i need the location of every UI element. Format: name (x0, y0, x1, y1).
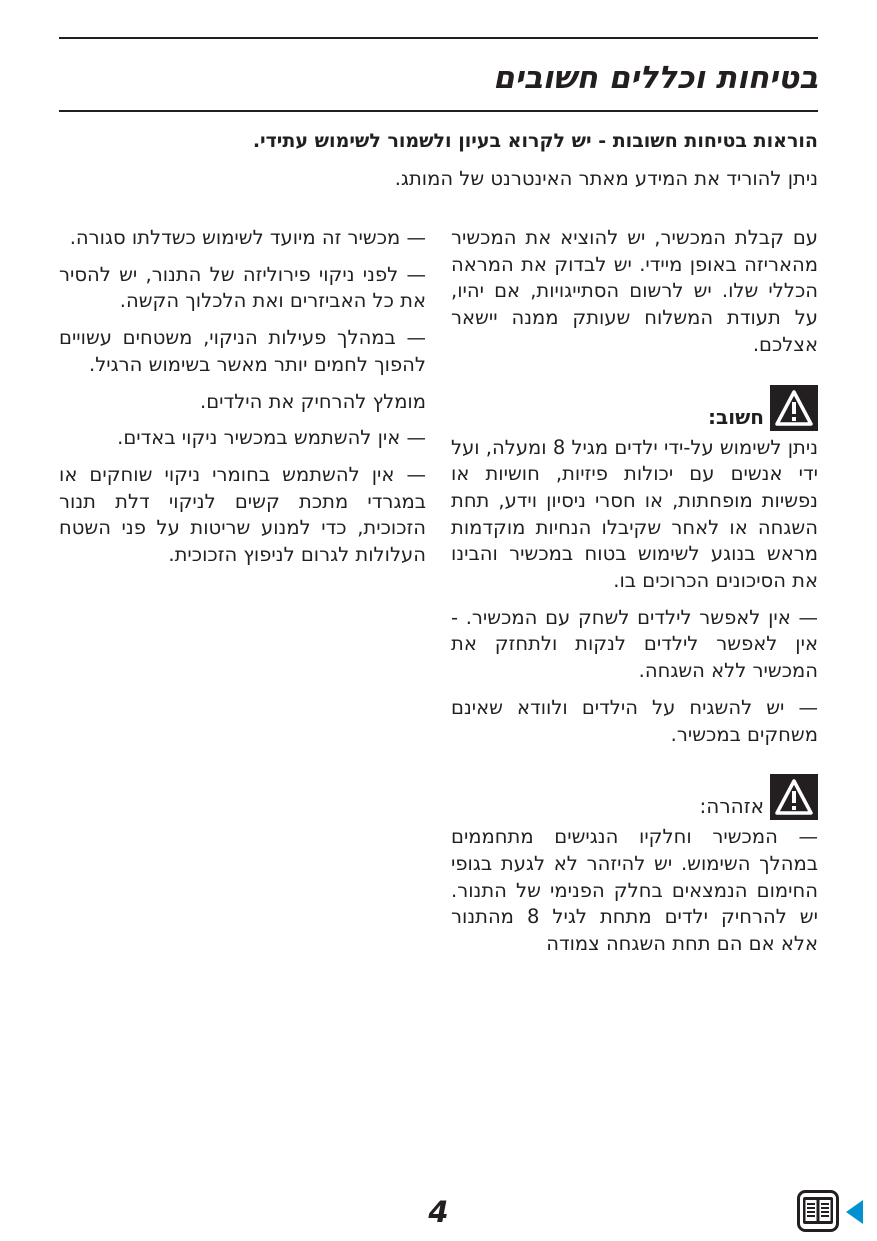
left-column (59, 225, 426, 579)
page-title: בטיחות וכללים חשובים (493, 60, 818, 96)
warning-triangle-icon (770, 385, 818, 431)
list-item: מומלץ להרחיק את הילדים. (200, 389, 426, 413)
important-paragraph: ניתן לשימוש על-ידי ילדים מגיל 8 ומעלה, ועל ידי אנשים עם יכולות פיזיות, חושיות או נפשיות מופחתות, או חסרי ניסיון וידע, תחת השגחה או לאחר שקיבלו הנחיות מוקדמות מראש בנוגע לשימוש בטוח במכשיר והבינו את הסיכונים הכרוכים בו. (451, 435, 818, 593)
supervise-paragraph: — יש להשגיח על הילדים ולוודא שאינם משחקים במכשיר. (451, 695, 818, 746)
list-item: — במהלך פעילות הניקוי, משטחים עשויים להפוך לחמים יותר מאשר בשימוש הרגיל. (59, 326, 426, 376)
page-number: 4 (428, 1195, 449, 1229)
title-rule (59, 110, 818, 112)
warning-heading (451, 774, 818, 820)
children-paragraph: — אין לאפשר לילדים לשחק עם המכשיר. - אין לאפשר לילדים לנקות ולתחזק את המכשיר ללא השגחה. (451, 605, 818, 683)
important-label: חשוב: (708, 404, 764, 429)
list-item: — לפני ניקוי פירוליזה של התנור, יש להסיר את כל האביזרים ואת הלכלוך הקשה. (59, 262, 426, 313)
receipt-paragraph: עם קבלת המכשיר, יש להוציא את המכשיר מהאריזה באופן מיידי. יש לבדוק את המראה הכללי שלו. יש לרשום הסתייגויות, אם יהיו, על תעודת המשלוח שעותק ממנה יישאר אצלכם. (451, 226, 818, 356)
intro-download-note: ניתן להוריד את המידע מאתר האינטרנט של המותג. (394, 167, 818, 190)
top-rule (59, 37, 818, 39)
warning-label: אזהרה: (699, 794, 764, 819)
warning-triangle-icon (770, 774, 818, 820)
right-column (451, 225, 818, 968)
warning-paragraph: — המכשיר וחלקיו הנגישים מתחממים במהלך השימוש. יש להיזהר לא לגעת בגופי החימום הנמצאים בחלק הפנימי של התנור. יש להרחיק ילדים מתחת לגיל 8 מהתנור אלא אם הם תחת השגחה צמודה (451, 825, 818, 956)
important-heading (451, 385, 818, 431)
intro-bold-line: הוראות בטיחות חשובות - יש לקרוא בעיון ולשמור לשימוש עתידי. (252, 130, 818, 152)
list-item: — אין להשתמש בחומרי ניקוי שוחקים או במגרדי מתכת קשים לניקוי דלת תנור הזכוכית, כדי למנוע שריטות על פני השטח העלולות לגרום לניפוץ הזכוכית. (59, 462, 426, 567)
list-item: — אין להשתמש במכשיר ניקוי באדים. (117, 426, 426, 450)
list-item: — מכשיר זה מיועד לשימוש כשדלתו סגורה. (69, 226, 426, 249)
book-contents-icon[interactable] (797, 1190, 839, 1232)
triangle-left-icon[interactable] (845, 1199, 865, 1225)
